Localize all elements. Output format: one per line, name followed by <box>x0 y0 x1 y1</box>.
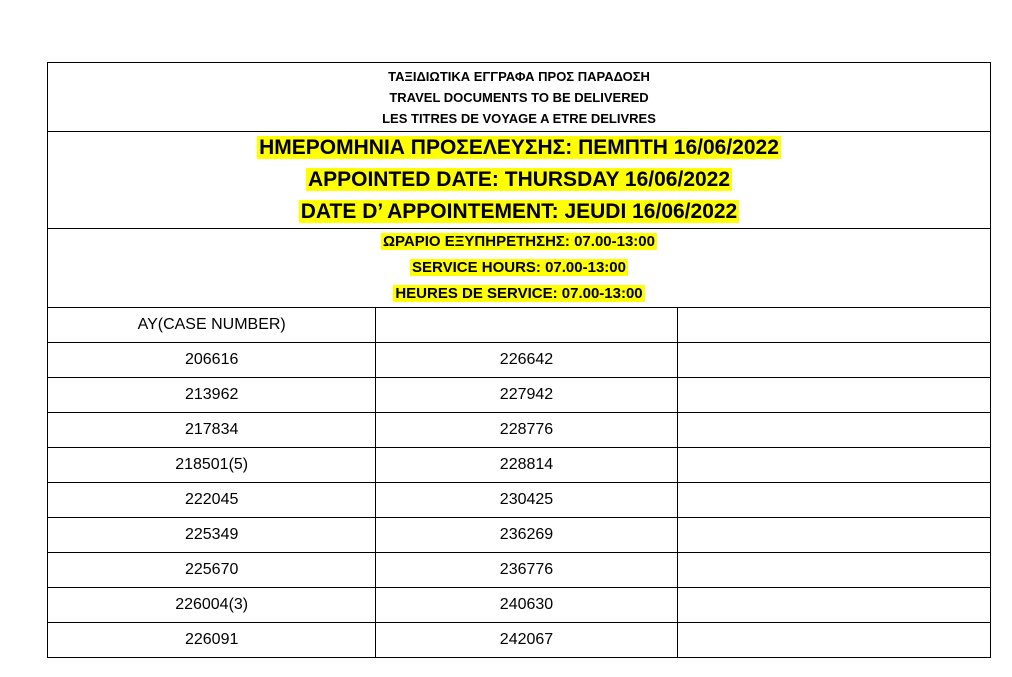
title-french: LES TITRES DE VOYAGE A ETRE DELIVRES <box>382 110 656 126</box>
empty-cell <box>677 448 990 483</box>
service-hours-greek: ΩΡΑΡΙΟ ΕΞΥΠΗΡΕΤΗΣΗΣ: 07.00-13:00 <box>383 233 655 250</box>
case-number-cell: 218501(5) <box>48 448 376 483</box>
appointment-row <box>48 132 991 229</box>
title-row <box>48 63 991 132</box>
column-header-row <box>48 308 991 343</box>
case-number-cell: 222045 <box>48 483 376 518</box>
table-row <box>48 378 991 413</box>
service-hours-cell <box>48 229 991 308</box>
service-hours-french: HEURES DE SERVICE: 07.00-13:00 <box>395 285 643 302</box>
case-number-cell: 226642 <box>376 343 677 378</box>
table-row <box>48 623 991 658</box>
empty-cell <box>677 588 990 623</box>
empty-cell <box>677 623 990 658</box>
case-number-cell: 240630 <box>376 588 677 623</box>
appointment-date-french: DATE D’ APPOINTEMENT: JEUDI 16/06/2022 <box>300 200 738 223</box>
empty-cell <box>677 378 990 413</box>
case-number-cell: 236776 <box>376 553 677 588</box>
appointment-date-greek: ΗΜΕΡΟΜΗΝΙΑ ΠΡΟΣΕΛΕΥΣΗΣ: ΠΕΜΠΤΗ 16/06/2022 <box>259 136 779 159</box>
case-number-cell: 213962 <box>48 378 376 413</box>
case-number-cell: 225670 <box>48 553 376 588</box>
case-number-cell: 236269 <box>376 518 677 553</box>
appointment-cell <box>48 132 991 229</box>
empty-cell <box>677 413 990 448</box>
column-header-2 <box>376 308 677 343</box>
empty-cell <box>677 483 990 518</box>
empty-cell <box>677 518 990 553</box>
title-greek: ΤΑΞΙΔΙΩΤΙΚΑ ΕΓΓΡΑΦΑ ΠΡΟΣ ΠΑΡΑΔΟΣΗ <box>388 68 650 84</box>
case-number-cell: 226004(3) <box>48 588 376 623</box>
case-number-cell: 206616 <box>48 343 376 378</box>
table-row <box>48 413 991 448</box>
empty-cell <box>677 553 990 588</box>
documents-table <box>47 62 991 658</box>
service-hours-english: SERVICE HOURS: 07.00-13:00 <box>412 259 626 276</box>
case-number-cell: 227942 <box>376 378 677 413</box>
service-hours-row <box>48 229 991 308</box>
case-number-cell: 228776 <box>376 413 677 448</box>
table-row <box>48 483 991 518</box>
appointment-date-english: APPOINTED DATE: THURSDAY 16/06/2022 <box>307 168 731 191</box>
column-header-case-number: AY(CASE NUMBER) <box>48 308 376 343</box>
case-number-cell: 230425 <box>376 483 677 518</box>
case-number-cell: 242067 <box>376 623 677 658</box>
case-number-cell: 226091 <box>48 623 376 658</box>
table-row <box>48 553 991 588</box>
column-header-3 <box>677 308 990 343</box>
empty-cell <box>677 343 990 378</box>
table-row <box>48 518 991 553</box>
table-row <box>48 448 991 483</box>
table-row <box>48 343 991 378</box>
table-row <box>48 588 991 623</box>
title-english: TRAVEL DOCUMENTS TO BE DELIVERED <box>389 89 649 105</box>
case-number-cell: 217834 <box>48 413 376 448</box>
case-number-cell: 225349 <box>48 518 376 553</box>
title-cell <box>48 63 991 132</box>
case-number-cell: 228814 <box>376 448 677 483</box>
